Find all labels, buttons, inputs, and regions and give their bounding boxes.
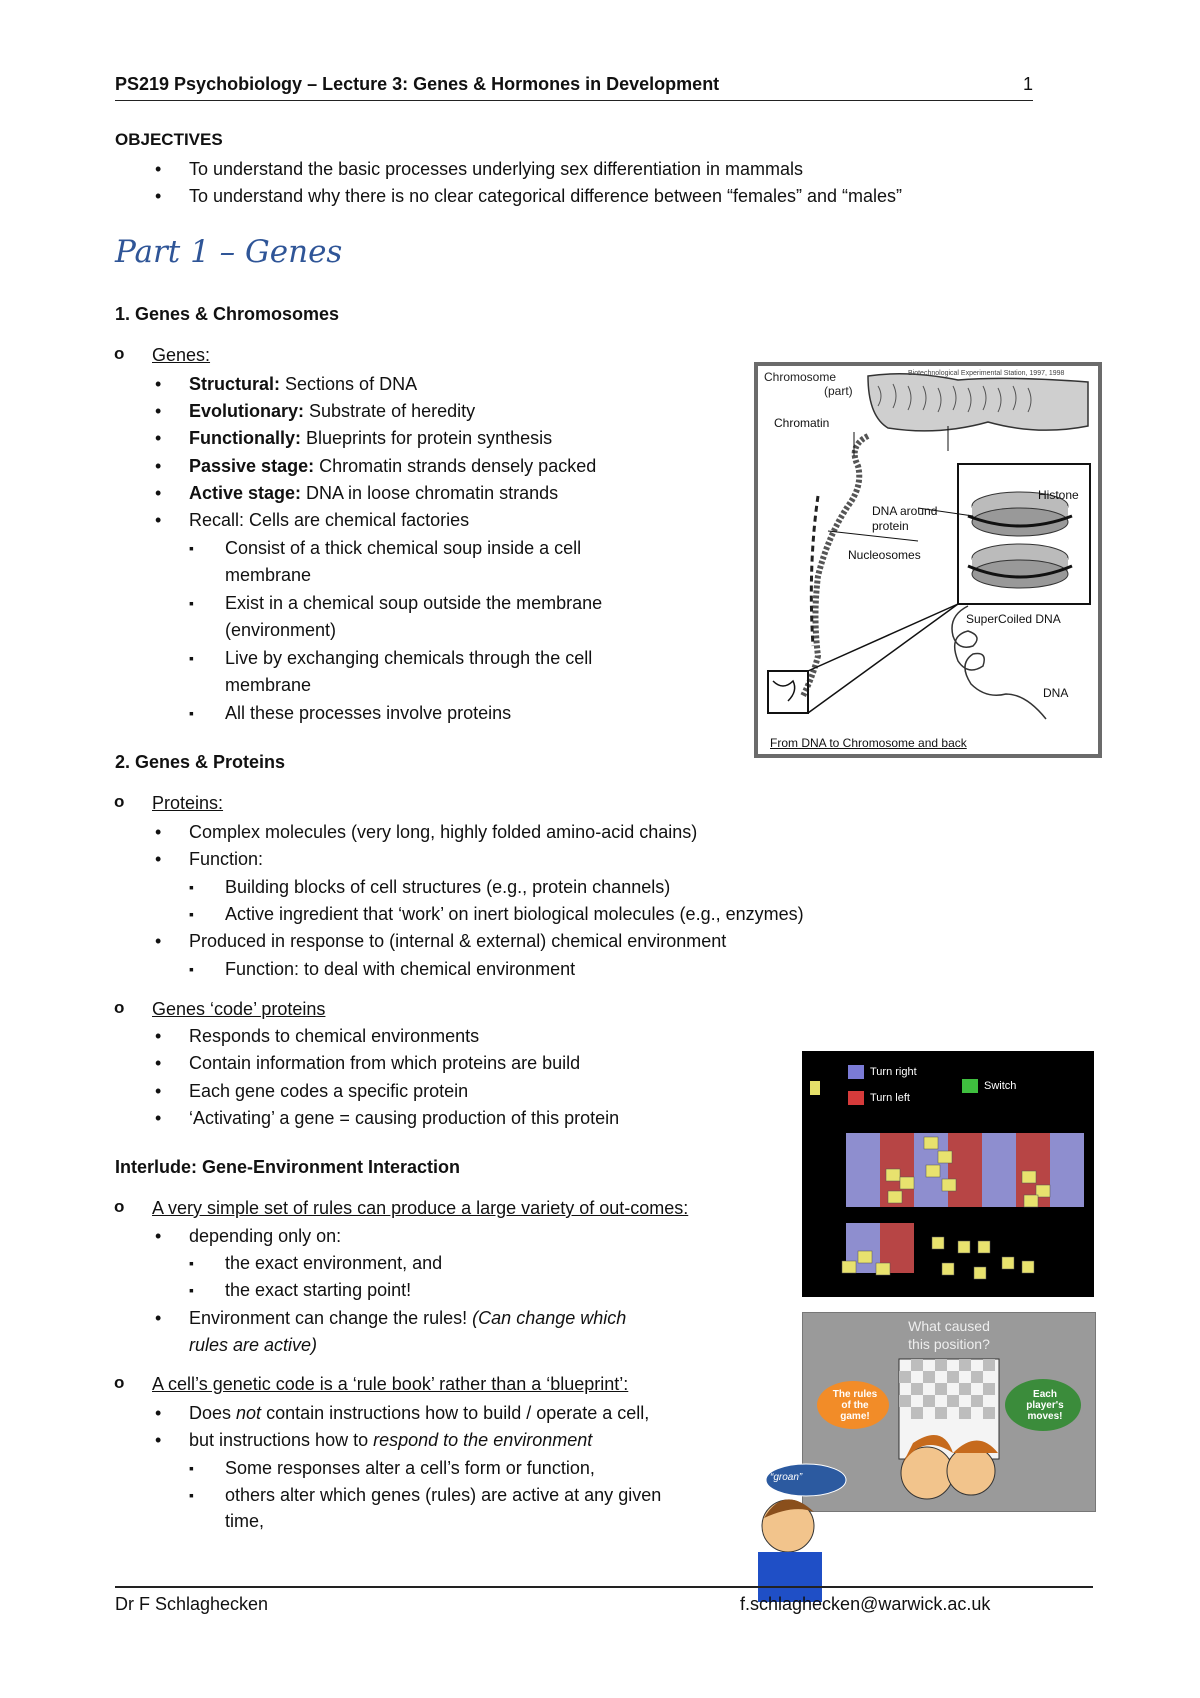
sub-item: ▪ All these processes involve proteins [225, 702, 511, 724]
list-item: • Environment can change the rules! (Can change which [189, 1307, 626, 1329]
list-item: • Active stage: DNA in loose chromatin strands [189, 482, 558, 504]
figure-caption: From DNA to Chromosome and back [770, 736, 967, 750]
sub-item-cont: time, [225, 1511, 265, 1531]
page-number: 1 [1022, 74, 1033, 94]
sub-item: ▪ Live by exchanging chemicals through the cell [225, 647, 592, 669]
page-header [115, 74, 1033, 101]
proteins-label: o Proteins: [152, 792, 223, 814]
section-heading: 2. Genes & Proteins [115, 752, 286, 772]
objective-item: • To understand the basic processes underlying sex differentiation in mammals [189, 158, 803, 180]
sub-item: ▪ Active ingredient that ‘work’ on inert biological molecules (e.g., enzymes) [225, 903, 804, 925]
list-item: • Evolutionary: Substrate of heredity [189, 400, 475, 422]
cartoon-question: What caused this position? [908, 1318, 990, 1352]
header-title: PS219 Psychobiology – Lecture 3: Genes & Hormones in Development [115, 74, 720, 94]
section-heading: Interlude: Gene-Environment Interaction [115, 1157, 461, 1177]
footer-rule [115, 1586, 1093, 1588]
list-item: • Passive stage: Chromatin strands densely packed [189, 455, 596, 477]
label-switch: Switch [984, 1080, 1017, 1092]
list-item: • Function: [189, 848, 263, 870]
list-item: • Each gene codes a specific protein [189, 1080, 468, 1102]
list-item: • but instructions how to respond to the environment [189, 1429, 592, 1451]
label-dna: DNA [1043, 686, 1069, 700]
genes-label: o Genes: [152, 344, 210, 366]
groan-cartoon [748, 1462, 858, 1602]
rules-simulation-figure [802, 1051, 1094, 1297]
objective-item: • To understand why there is no clear categorical difference between “females” and “males” [189, 185, 902, 207]
sub-item: ▪ the exact starting point! [225, 1279, 411, 1301]
list-item: • Complex molecules (very long, highly folded amino-acid chains) [189, 821, 697, 843]
bubble-groan: “groan” [770, 1472, 803, 1483]
list-item: • Produced in response to (internal & external) chemical environment [189, 930, 726, 952]
list-item: • Contain information from which proteins are build [189, 1052, 580, 1074]
label-dna-around: DNA around protein [872, 504, 938, 533]
genes-code-label: o Genes ‘code’ proteins [152, 998, 325, 1020]
list-item: • Responds to chemical environments [189, 1025, 479, 1047]
rulebook-label: o A cell’s genetic code is a ‘rule book’ rather than a ‘blueprint’: [152, 1373, 628, 1395]
list-item: • Does not contain instructions how to build / operate a cell, [189, 1402, 649, 1424]
label-histone: Histone [1038, 488, 1079, 502]
label-chromosome: Chromosome (part) [764, 370, 853, 398]
sub-item: ▪ Function: to deal with chemical environment [225, 958, 575, 980]
footer-email[interactable]: f.schlaghecken@warwick.ac.uk [740, 1594, 991, 1614]
footer-author: Dr F Schlaghecken [115, 1594, 269, 1614]
part-title: Part 1 – Genes [115, 234, 343, 270]
sub-item: ▪ Building blocks of cell structures (e.g., protein channels) [225, 876, 670, 898]
label-chromatin: Chromatin [774, 416, 830, 430]
sub-item: ▪ Some responses alter a cell’s form or function, [225, 1457, 595, 1479]
chromosome-figure [754, 362, 1102, 758]
label-turn-left: Turn left [870, 1092, 910, 1104]
list-item: • depending only on: [189, 1225, 341, 1247]
list-item: • Functionally: Blueprints for protein synthesis [189, 427, 552, 449]
label-credit: Biotechnological Experimental Station, 1997, 1998 [908, 370, 1065, 377]
list-item: • Recall: Cells are chemical factories [189, 509, 469, 531]
list-item: • Structural: Sections of DNA [189, 373, 417, 395]
sub-item-cont: membrane [225, 565, 312, 585]
sub-item-cont: membrane [225, 675, 312, 695]
sub-item: ▪ others alter which genes (rules) are active at any given [225, 1484, 661, 1506]
label-turn-right: Turn right [870, 1066, 917, 1078]
objectives-heading: OBJECTIVES [115, 130, 223, 149]
sub-item: ▪ the exact environment, and [225, 1252, 442, 1274]
bubble-rules: The rules of the game! [832, 1389, 878, 1422]
groan-character-graphic [748, 1462, 858, 1602]
bubble-moves: Each player's moves! [1026, 1389, 1064, 1422]
sub-item: ▪ Consist of a thick chemical soup inside a cell [225, 537, 581, 559]
section-heading: 1. Genes & Chromosomes [115, 304, 340, 324]
label-nucleosomes: Nucleosomes [848, 548, 921, 562]
rules-label: o A very simple set of rules can produce a large variety of out-comes: [152, 1197, 688, 1219]
rules-tiles-graphic [802, 1051, 1094, 1297]
list-item-cont: rules are active) [189, 1335, 318, 1355]
sub-item-cont: (environment) [225, 620, 337, 640]
label-supercoiled: SuperCoiled DNA [966, 612, 1061, 626]
list-item: • ‘Activating’ a gene = causing production of this protein [189, 1107, 619, 1129]
sub-item: ▪ Exist in a chemical soup outside the membrane [225, 592, 602, 614]
